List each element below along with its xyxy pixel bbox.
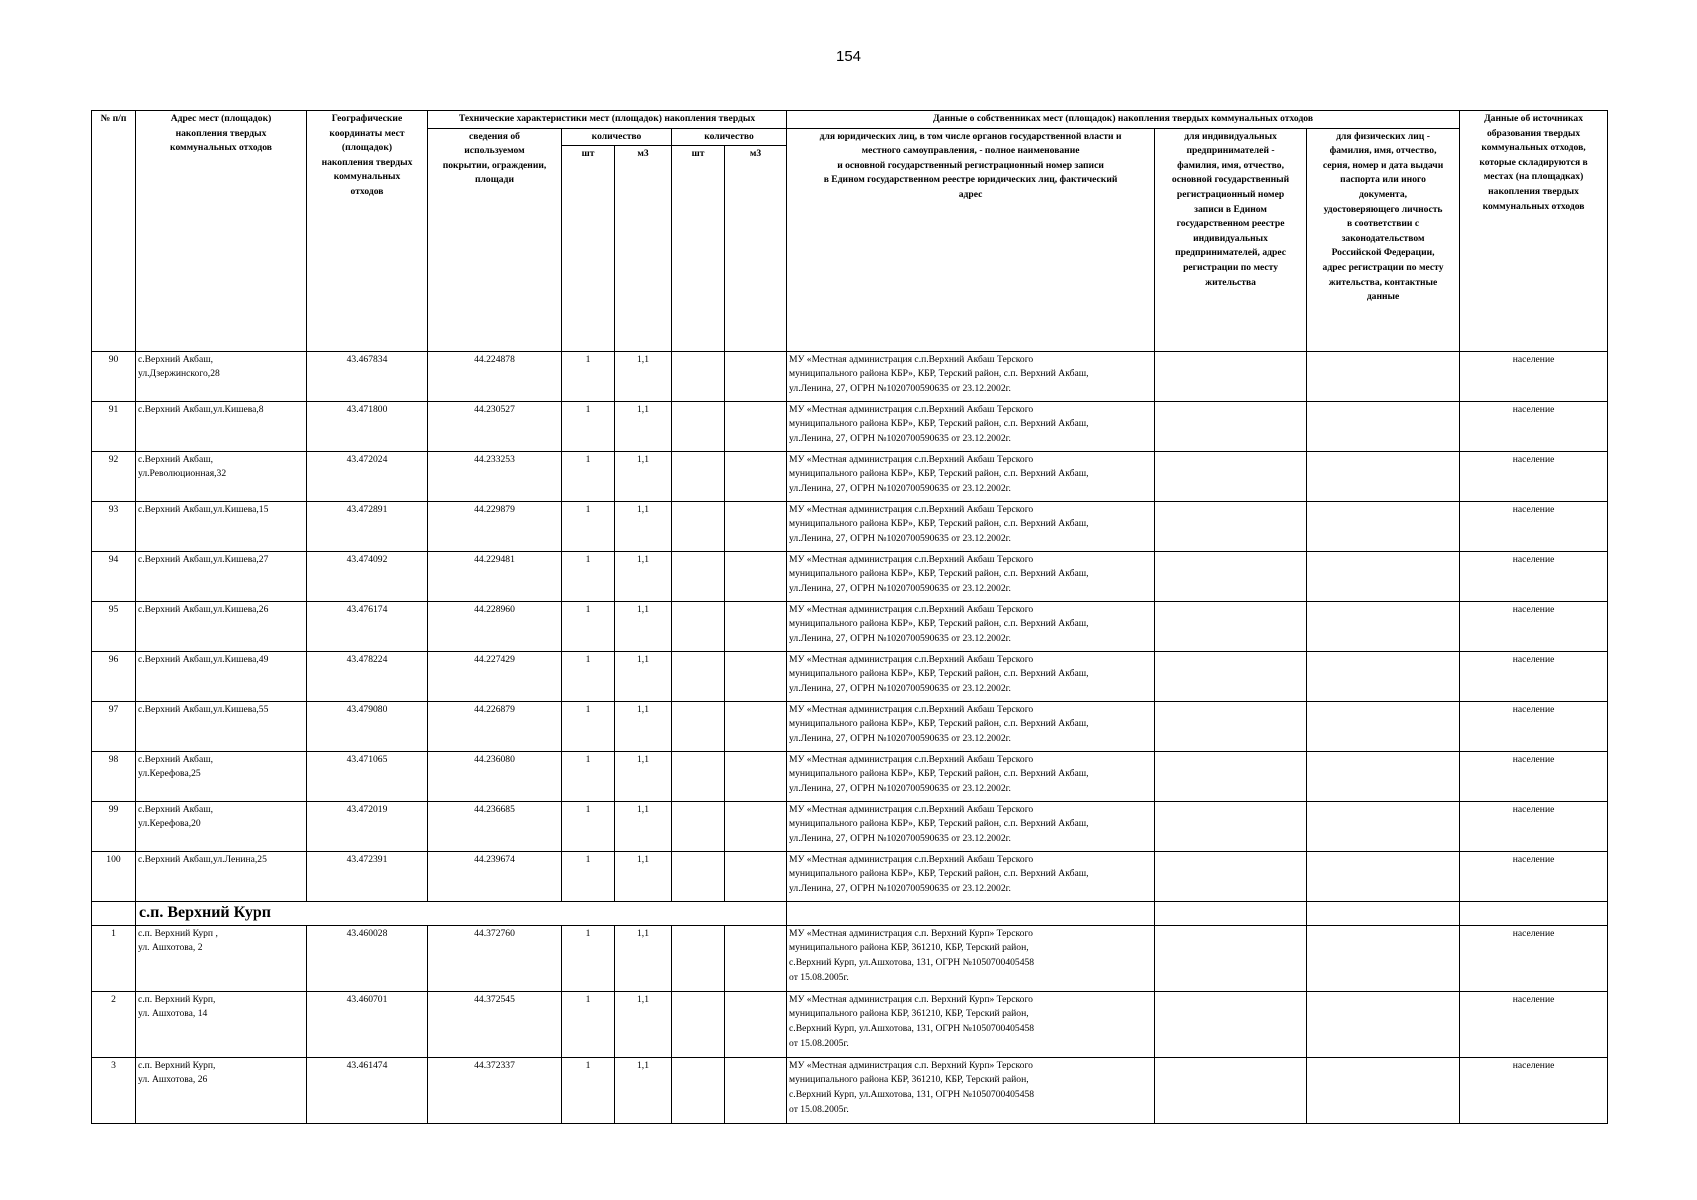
- row-lat: 43.479080: [307, 701, 428, 751]
- row-vol: 1,1: [615, 701, 672, 751]
- row-num: 2: [92, 991, 136, 1057]
- row-address: с.Верхний Акбаш, ул.Дзержинского,28: [136, 351, 307, 401]
- section-row: [92, 901, 1608, 925]
- row-address: с.Верхний Акбаш,ул.Кишева,8: [136, 401, 307, 451]
- row-lon: 44.239674: [428, 851, 562, 901]
- row-source: население: [1460, 451, 1608, 501]
- row-lat: 43.474092: [307, 551, 428, 601]
- section-num: [92, 901, 136, 925]
- row-address: с.Верхний Акбаш,ул.Ленина,25: [136, 851, 307, 901]
- row-planned-qty: [672, 751, 725, 801]
- row-owner: МУ «Местная администрация с.п.Верхний Акбаш Терского муниципального района КБР», КБР, Терский район, с.п. Верхний Акбаш, ул.Ленина, 27, ОГРН №1020700590635 от 23.12.2002г.: [787, 401, 1155, 451]
- row-person: [1307, 401, 1460, 451]
- row-planned-vol: [725, 751, 787, 801]
- row-lon: 44.226879: [428, 701, 562, 751]
- row-source: население: [1460, 851, 1608, 901]
- row-num: 93: [92, 501, 136, 551]
- row-address: с.п. Верхний Курп , ул. Ашхотова, 2: [136, 925, 307, 991]
- row-ip: [1155, 801, 1307, 851]
- header-address: Адрес мест (площадок) накопления твердых коммунальных отходов: [136, 111, 307, 352]
- row-ip: [1155, 701, 1307, 751]
- row-planned-vol: [725, 801, 787, 851]
- row-num: 95: [92, 601, 136, 651]
- row-lat: 43.478224: [307, 651, 428, 701]
- section-person: [1307, 901, 1460, 925]
- row-person: [1307, 651, 1460, 701]
- row-planned-qty: [672, 925, 725, 991]
- row-address: с.Верхний Акбаш,ул.Кишева,27: [136, 551, 307, 601]
- row-address: с.Верхний Акбаш, ул.Революционная,32: [136, 451, 307, 501]
- row-owner: МУ «Местная администрация с.п.Верхний Акбаш Терского муниципального района КБР», КБР, Терский район, с.п. Верхний Акбаш, ул.Ленина, 27, ОГРН №1020700590635 от 23.12.2002г.: [787, 851, 1155, 901]
- row-planned-qty: [672, 1057, 725, 1123]
- row-ip: [1155, 751, 1307, 801]
- header-sources: Данные об источниках образования твердых коммунальных отходов, которые складируются в местах (на площадках) накопления твердых коммунальных отходов: [1460, 111, 1608, 352]
- table-row: [92, 801, 1608, 851]
- row-source: население: [1460, 601, 1608, 651]
- row-person: [1307, 751, 1460, 801]
- row-address: с.Верхний Акбаш, ул.Керефова,25: [136, 751, 307, 801]
- row-qty: 1: [562, 751, 615, 801]
- row-qty: 1: [562, 925, 615, 991]
- row-person: [1307, 501, 1460, 551]
- row-vol: 1,1: [615, 925, 672, 991]
- row-num: 3: [92, 1057, 136, 1123]
- row-planned-qty: [672, 501, 725, 551]
- table-row: [92, 451, 1608, 501]
- row-qty: 1: [562, 991, 615, 1057]
- row-lon: 44.228960: [428, 601, 562, 651]
- header-num: № п/п: [92, 111, 136, 352]
- row-lat: 43.460701: [307, 991, 428, 1057]
- row-planned-vol: [725, 925, 787, 991]
- row-ip: [1155, 1057, 1307, 1123]
- row-person: [1307, 351, 1460, 401]
- row-person: [1307, 801, 1460, 851]
- row-qty: 1: [562, 701, 615, 751]
- row-vol: 1,1: [615, 451, 672, 501]
- row-lon: 44.227429: [428, 651, 562, 701]
- waste-sites-table: [91, 110, 1608, 1124]
- section-source: [1460, 901, 1608, 925]
- row-num: 99: [92, 801, 136, 851]
- table-body-kurp: [92, 901, 1608, 1123]
- row-owner: МУ «Местная администрация с.п. Верхний Курп» Терского муниципального района КБР, 361210, КБР, Терский район, с.Верхний Курп, ул.Ашхотова, 131, ОГРН №1050700405458 от 15.08.2005г.: [787, 925, 1155, 991]
- header-unit-m3: м3: [615, 145, 672, 351]
- row-planned-vol: [725, 551, 787, 601]
- row-source: население: [1460, 401, 1608, 451]
- row-address: с.п. Верхний Курп, ул. Ашхотова, 14: [136, 991, 307, 1057]
- row-planned-vol: [725, 501, 787, 551]
- row-lat: 43.472024: [307, 451, 428, 501]
- row-qty: 1: [562, 501, 615, 551]
- row-planned-vol: [725, 601, 787, 651]
- row-owner: МУ «Местная администрация с.п. Верхний Курп» Терского муниципального района КБР, 361210, КБР, Терский район, с.Верхний Курп, ул.Ашхотова, 131, ОГРН №1050700405458 от 15.08.2005г.: [787, 1057, 1155, 1123]
- row-planned-vol: [725, 851, 787, 901]
- row-planned-vol: [725, 1057, 787, 1123]
- section-title: с.п. Верхний Курп: [136, 901, 787, 925]
- row-vol: 1,1: [615, 751, 672, 801]
- row-lon: 44.372760: [428, 925, 562, 991]
- header-tech: Технические характеристики мест (площадок) накопления твердых: [428, 111, 787, 129]
- row-ip: [1155, 851, 1307, 901]
- row-ip: [1155, 925, 1307, 991]
- row-owner: МУ «Местная администрация с.п.Верхний Акбаш Терского муниципального района КБР», КБР, Терский район, с.п. Верхний Акбаш, ул.Ленина, 27, ОГРН №1020700590635 от 23.12.2002г.: [787, 451, 1155, 501]
- row-lat: 43.460028: [307, 925, 428, 991]
- row-source: население: [1460, 1057, 1608, 1123]
- header-owners-legal: для юридических лиц, в том числе органов государственной власти и местного самоуправления, - полное наименование и основной государственный регистрационный номер записи в Едином государственном реестре юридических лиц, фактический адрес: [787, 128, 1155, 351]
- header-unit-pcs-planned: шт: [672, 145, 725, 351]
- table-row: [92, 401, 1608, 451]
- row-person: [1307, 1057, 1460, 1123]
- row-owner: МУ «Местная администрация с.п.Верхний Акбаш Терского муниципального района КБР», КБР, Терский район, с.п. Верхний Акбаш, ул.Ленина, 27, ОГРН №1020700590635 от 23.12.2002г.: [787, 701, 1155, 751]
- row-qty: 1: [562, 1057, 615, 1123]
- row-source: население: [1460, 351, 1608, 401]
- row-ip: [1155, 401, 1307, 451]
- row-lat: 43.472391: [307, 851, 428, 901]
- header-owners-person: для физических лиц - фамилия, имя, отчество, серия, номер и дата выдачи паспорта или иного документа, удостоверяющего личность в соответствии с законодательством Российской Федерации, адрес регистрации по месту жительства, контактные данные: [1307, 128, 1460, 351]
- header-tech-placed: количество: [562, 128, 672, 145]
- row-planned-qty: [672, 401, 725, 451]
- row-person: [1307, 701, 1460, 751]
- row-lat: 43.472019: [307, 801, 428, 851]
- row-lat: 43.476174: [307, 601, 428, 651]
- row-lon: 44.372337: [428, 1057, 562, 1123]
- row-ip: [1155, 991, 1307, 1057]
- row-owner: МУ «Местная администрация с.п.Верхний Акбаш Терского муниципального района КБР», КБР, Терский район, с.п. Верхний Акбаш, ул.Ленина, 27, ОГРН №1020700590635 от 23.12.2002г.: [787, 751, 1155, 801]
- row-lat: 43.471800: [307, 401, 428, 451]
- row-num: 90: [92, 351, 136, 401]
- row-ip: [1155, 601, 1307, 651]
- row-source: население: [1460, 701, 1608, 751]
- row-ip: [1155, 651, 1307, 701]
- row-planned-vol: [725, 991, 787, 1057]
- row-num: 94: [92, 551, 136, 601]
- row-planned-qty: [672, 351, 725, 401]
- row-vol: 1,1: [615, 601, 672, 651]
- row-lon: 44.229481: [428, 551, 562, 601]
- row-source: население: [1460, 925, 1608, 991]
- table-row: [92, 651, 1608, 701]
- row-address: с.Верхний Акбаш,ул.Кишева,15: [136, 501, 307, 551]
- table-body-akbash: [92, 351, 1608, 901]
- row-num: 92: [92, 451, 136, 501]
- row-vol: 1,1: [615, 351, 672, 401]
- row-planned-vol: [725, 401, 787, 451]
- row-lon: 44.229879: [428, 501, 562, 551]
- row-qty: 1: [562, 651, 615, 701]
- page-number: 154: [835, 48, 862, 65]
- row-vol: 1,1: [615, 651, 672, 701]
- row-owner: МУ «Местная администрация с.п. Верхний Курп» Терского муниципального района КБР, 361210, КБР, Терский район, с.Верхний Курп, ул.Ашхотова, 131, ОГРН №1050700405458 от 15.08.2005г.: [787, 991, 1155, 1057]
- row-person: [1307, 851, 1460, 901]
- row-owner: МУ «Местная администрация с.п.Верхний Акбаш Терского муниципального района КБР», КБР, Терский район, с.п. Верхний Акбаш, ул.Ленина, 27, ОГРН №1020700590635 от 23.12.2002г.: [787, 551, 1155, 601]
- row-num: 97: [92, 701, 136, 751]
- header-coords: Географические координаты мест (площадок) накопления твердых коммунальных отходов: [307, 111, 428, 352]
- row-ip: [1155, 551, 1307, 601]
- row-num: 91: [92, 401, 136, 451]
- row-planned-qty: [672, 651, 725, 701]
- row-vol: 1,1: [615, 401, 672, 451]
- table-row: [92, 751, 1608, 801]
- row-source: население: [1460, 991, 1608, 1057]
- row-lat: 43.461474: [307, 1057, 428, 1123]
- row-qty: 1: [562, 551, 615, 601]
- row-person: [1307, 991, 1460, 1057]
- row-planned-qty: [672, 701, 725, 751]
- table-row: [92, 851, 1608, 901]
- header-tech-planned: количество: [672, 128, 787, 145]
- table-header: [92, 111, 1608, 352]
- row-lat: 43.471065: [307, 751, 428, 801]
- row-planned-vol: [725, 351, 787, 401]
- row-planned-qty: [672, 551, 725, 601]
- header-owners-ip: для индивидуальных предпринимателей - фамилия, имя, отчество, основной государственный регистрационный номер записи в Едином государственном реестре индивидуальных предпринимателей, адрес регистрации по месту жительства: [1155, 128, 1307, 351]
- row-vol: 1,1: [615, 1057, 672, 1123]
- row-planned-vol: [725, 451, 787, 501]
- section-owner: [787, 901, 1155, 925]
- row-lon: 44.236685: [428, 801, 562, 851]
- row-vol: 1,1: [615, 801, 672, 851]
- row-vol: 1,1: [615, 991, 672, 1057]
- row-source: население: [1460, 551, 1608, 601]
- row-lat: 43.467834: [307, 351, 428, 401]
- row-vol: 1,1: [615, 501, 672, 551]
- row-planned-vol: [725, 701, 787, 751]
- row-qty: 1: [562, 451, 615, 501]
- row-person: [1307, 551, 1460, 601]
- row-person: [1307, 451, 1460, 501]
- row-ip: [1155, 451, 1307, 501]
- row-ip: [1155, 501, 1307, 551]
- row-address: с.Верхний Акбаш,ул.Кишева,55: [136, 701, 307, 751]
- row-owner: МУ «Местная администрация с.п.Верхний Акбаш Терского муниципального района КБР», КБР, Терский район, с.п. Верхний Акбаш, ул.Ленина, 27, ОГРН №1020700590635 от 23.12.2002г.: [787, 801, 1155, 851]
- row-vol: 1,1: [615, 851, 672, 901]
- table-row: [92, 351, 1608, 401]
- row-qty: 1: [562, 351, 615, 401]
- row-address: с.Верхний Акбаш,ул.Кишева,49: [136, 651, 307, 701]
- row-source: население: [1460, 501, 1608, 551]
- row-num: 98: [92, 751, 136, 801]
- row-lat: 43.472891: [307, 501, 428, 551]
- row-address: с.п. Верхний Курп, ул. Ашхотова, 26: [136, 1057, 307, 1123]
- row-lon: 44.372545: [428, 991, 562, 1057]
- table-row: [92, 551, 1608, 601]
- row-qty: 1: [562, 401, 615, 451]
- table-row: [92, 701, 1608, 751]
- header-unit-m3-planned: м3: [725, 145, 787, 351]
- row-ip: [1155, 351, 1307, 401]
- header-unit-pcs: шт: [562, 145, 615, 351]
- row-owner: МУ «Местная администрация с.п.Верхний Акбаш Терского муниципального района КБР», КБР, Терский район, с.п. Верхний Акбаш, ул.Ленина, 27, ОГРН №1020700590635 от 23.12.2002г.: [787, 351, 1155, 401]
- row-planned-qty: [672, 991, 725, 1057]
- header-owners: Данные о собственниках мест (площадок) накопления твердых коммунальных отходов: [787, 111, 1460, 129]
- table-row: [92, 1057, 1608, 1123]
- table-row: [92, 501, 1608, 551]
- row-lon: 44.230527: [428, 401, 562, 451]
- row-planned-qty: [672, 801, 725, 851]
- row-lon: 44.236080: [428, 751, 562, 801]
- row-lon: 44.233253: [428, 451, 562, 501]
- header-tech-surface: сведения об используемом покрытии, ограждении, площади: [428, 128, 562, 351]
- row-planned-vol: [725, 651, 787, 701]
- row-owner: МУ «Местная администрация с.п.Верхний Акбаш Терского муниципального района КБР», КБР, Терский район, с.п. Верхний Акбаш, ул.Ленина, 27, ОГРН №1020700590635 от 23.12.2002г.: [787, 501, 1155, 551]
- section-ip: [1155, 901, 1307, 925]
- row-owner: МУ «Местная администрация с.п.Верхний Акбаш Терского муниципального района КБР», КБР, Терский район, с.п. Верхний Акбаш, ул.Ленина, 27, ОГРН №1020700590635 от 23.12.2002г.: [787, 651, 1155, 701]
- row-person: [1307, 601, 1460, 651]
- row-planned-qty: [672, 601, 725, 651]
- row-planned-qty: [672, 451, 725, 501]
- row-num: 100: [92, 851, 136, 901]
- row-lon: 44.224878: [428, 351, 562, 401]
- row-qty: 1: [562, 851, 615, 901]
- row-num: 1: [92, 925, 136, 991]
- row-person: [1307, 925, 1460, 991]
- table-row: [92, 601, 1608, 651]
- row-num: 96: [92, 651, 136, 701]
- row-source: население: [1460, 801, 1608, 851]
- row-vol: 1,1: [615, 551, 672, 601]
- row-owner: МУ «Местная администрация с.п.Верхний Акбаш Терского муниципального района КБР», КБР, Терский район, с.п. Верхний Акбаш, ул.Ленина, 27, ОГРН №1020700590635 от 23.12.2002г.: [787, 601, 1155, 651]
- row-source: население: [1460, 651, 1608, 701]
- table-row: [92, 925, 1608, 991]
- row-source: население: [1460, 751, 1608, 801]
- row-planned-qty: [672, 851, 725, 901]
- table-row: [92, 991, 1608, 1057]
- row-address: с.Верхний Акбаш, ул.Керефова,20: [136, 801, 307, 851]
- row-qty: 1: [562, 601, 615, 651]
- row-qty: 1: [562, 801, 615, 851]
- row-address: с.Верхний Акбаш,ул.Кишева,26: [136, 601, 307, 651]
